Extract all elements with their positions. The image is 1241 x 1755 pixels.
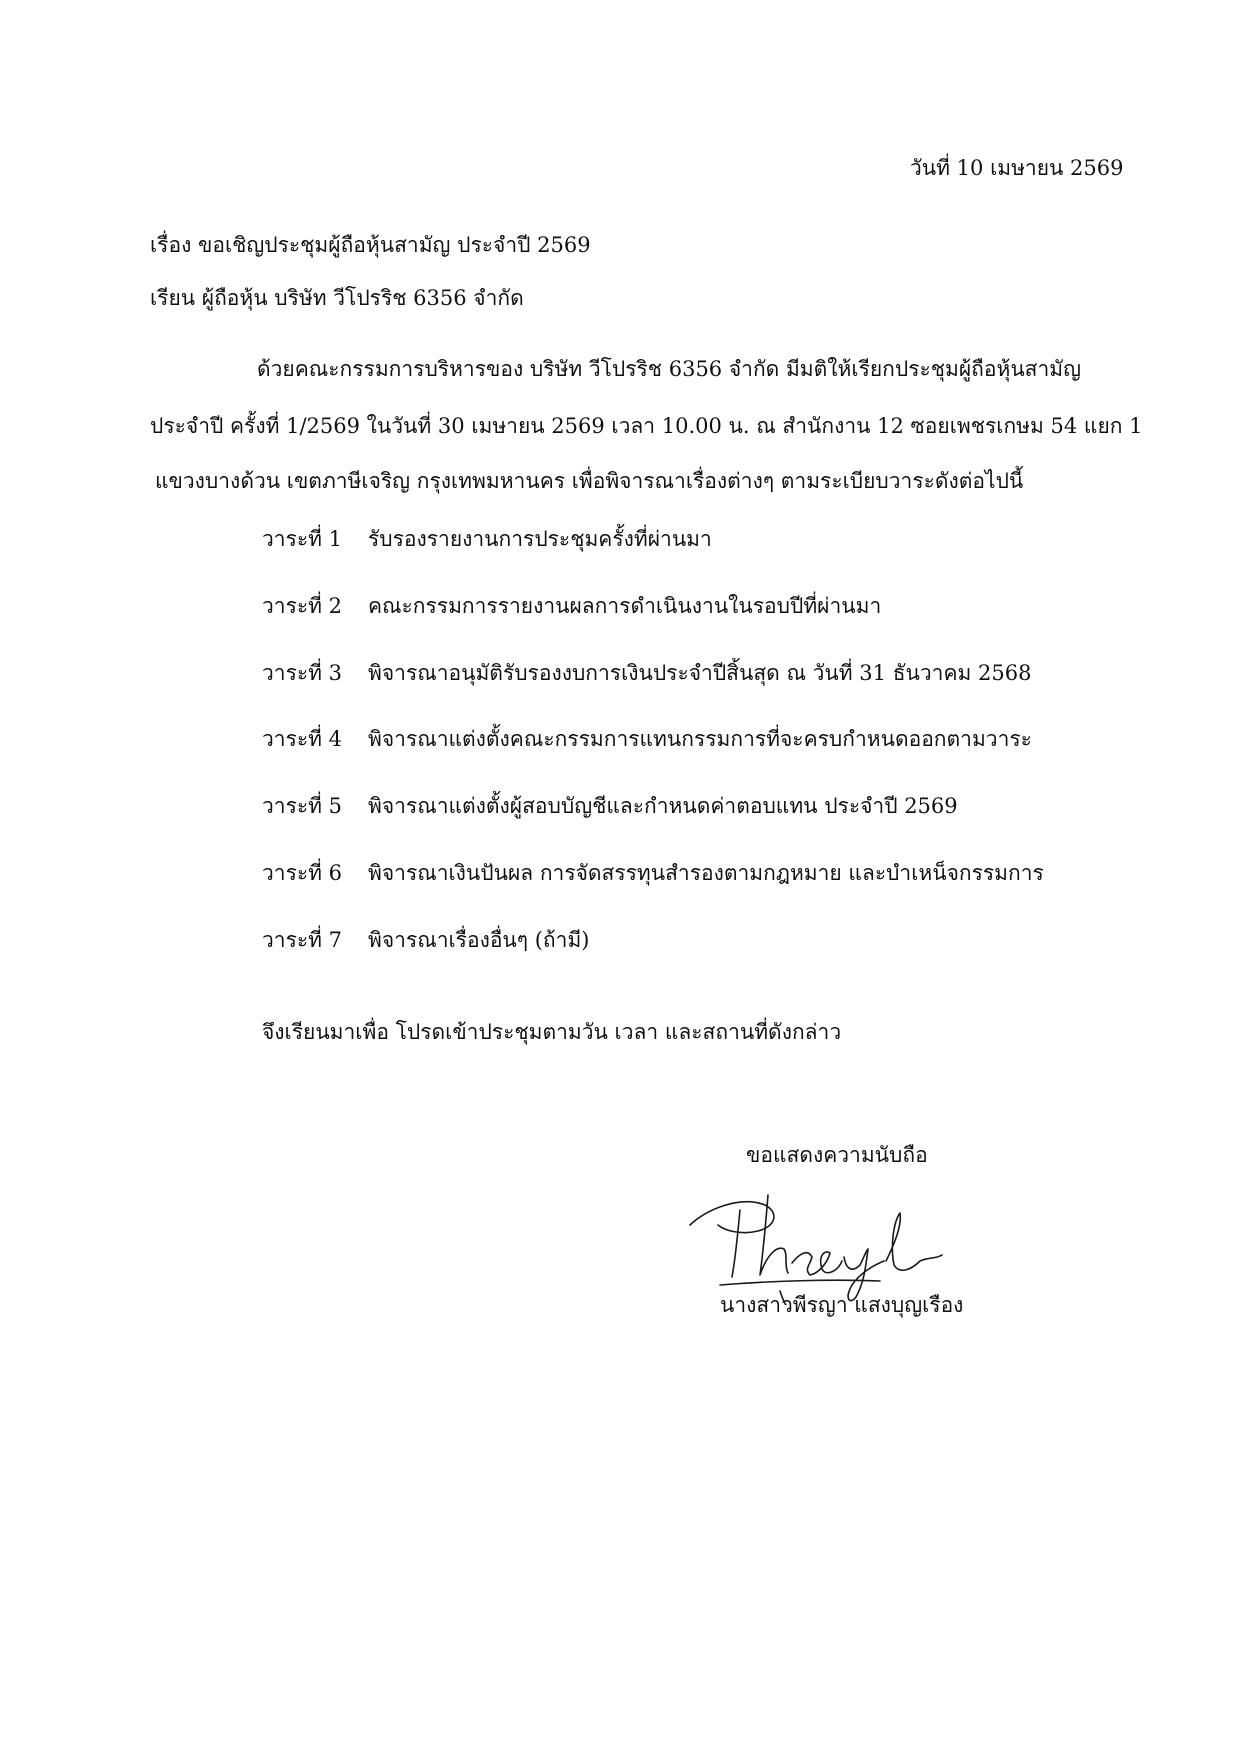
agenda-text: คณะกรรมการรายงานผลการดำเนินงานในรอบปีที่ผ่านมา xyxy=(368,594,882,618)
agenda-number: วาระที่ 3 xyxy=(262,661,343,685)
letter-subject: เรื่อง ขอเชิญประชุมผู้ถือหุ้นสามัญ ประจำปี 2569 xyxy=(150,233,591,257)
letter-date: วันที่ 10 เมษายน 2569 xyxy=(910,156,1124,180)
agenda-item-5 xyxy=(262,791,958,821)
agenda-item-1 xyxy=(262,524,712,554)
signer-name: นางสาวพีรญา แสงบุญเรือง xyxy=(720,1293,964,1317)
body-line-3: แขวงบางด้วน เขตภาษีเจริญ กรุงเทพมหานคร เพื่อพิจารณาเรื่องต่างๆ ตามระเบียบวาระดังต่อไปนี้ xyxy=(155,469,1024,493)
agenda-number: วาระที่ 4 xyxy=(262,727,343,751)
agenda-text: พิจารณาแต่งตั้งผู้สอบบัญชีและกำหนดค่าตอบแทน ประจำปี 2569 xyxy=(368,794,958,818)
agenda-text: รับรองรายงานการประชุมครั้งที่ผ่านมา xyxy=(368,527,712,551)
agenda-item-6 xyxy=(262,858,1044,888)
agenda-text: พิจารณาแต่งตั้งคณะกรรมการแทนกรรมการที่จะครบกำหนดออกตามวาระ xyxy=(368,727,1032,751)
agenda-number: วาระที่ 1 xyxy=(262,527,343,551)
body-line-2: ประจำปี ครั้งที่ 1/2569 ในวันที่ 30 เมษายน 2569 เวลา 10.00 น. ณ สำนักงาน 12 ซอยเพชรเกษม 54 แยก 1 xyxy=(150,414,1143,438)
agenda-text: พิจารณาเงินปันผล การจัดสรรทุนสำรองตามกฎหมาย และบำเหน็จกรรมการ xyxy=(368,861,1044,885)
letter-recipient: เรียน ผู้ถือหุ้น บริษัท วีโปรริช 6356 จำกัด xyxy=(150,286,524,310)
agenda-item-3 xyxy=(262,658,1031,688)
agenda-item-2 xyxy=(262,591,881,621)
agenda-number: วาระที่ 7 xyxy=(262,928,343,952)
agenda-number: วาระที่ 5 xyxy=(262,794,343,818)
agenda-text: พิจารณาเรื่องอื่นๆ (ถ้ามี) xyxy=(368,928,590,952)
body-line-1: ด้วยคณะกรรมการบริหารของ บริษัท วีโปรริช 6356 จำกัด มีมติให้เรียกประชุมผู้ถือหุ้นสามัญ xyxy=(257,357,1082,381)
regards-text: ขอแสดงความนับถือ xyxy=(746,1143,928,1167)
agenda-item-4 xyxy=(262,724,1032,754)
agenda-number: วาระที่ 2 xyxy=(262,594,343,618)
agenda-item-7 xyxy=(262,925,589,955)
agenda-text: พิจารณาอนุมัติรับรองงบการเงินประจำปีสิ้นสุด ณ วันที่ 31 ธันวาคม 2568 xyxy=(368,661,1032,685)
agenda-number: วาระที่ 6 xyxy=(262,861,343,885)
closing-text: จึงเรียนมาเพื่อ โปรดเข้าประชุมตามวัน เวลา และสถานที่ดังกล่าว xyxy=(262,1020,842,1044)
handwritten-signature xyxy=(680,1165,970,1305)
